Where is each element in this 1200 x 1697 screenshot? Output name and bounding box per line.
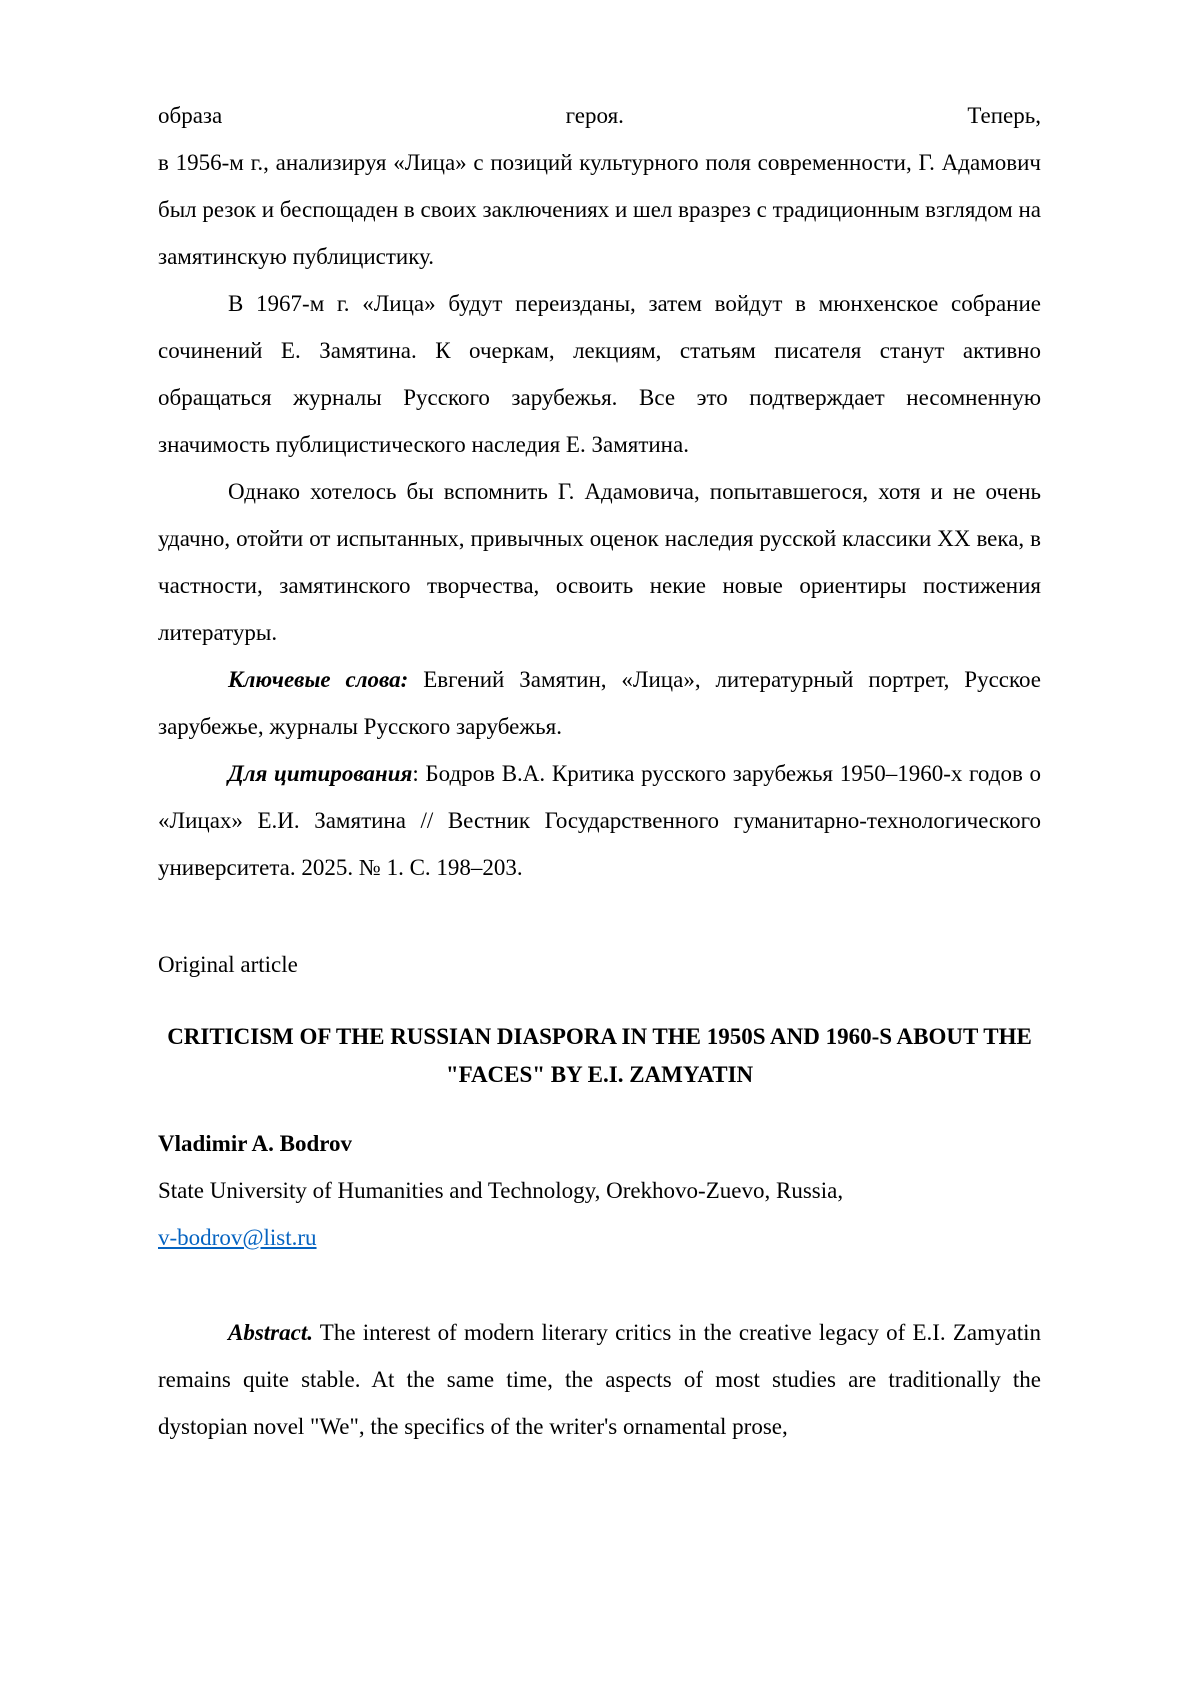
citation-text: : Бодров В.А. Критика русского зарубежья 1950–1960-х годов о «Лицах» Е.И. Замятина // Вестник Государственного гуманитарно-технологического университета. 2025. № 1. С. 198–203.	[158, 761, 1041, 880]
spread-word: Теперь,	[967, 103, 1041, 128]
citation-label: Для цитирования	[228, 761, 413, 786]
email-line	[158, 1214, 1041, 1261]
page-content	[158, 92, 1041, 1450]
affiliation-line: State University of Humanities and Technology, Orekhovo-Zuevo, Russia,	[158, 1178, 844, 1203]
author-name: Vladimir A. Bodrov	[158, 1131, 353, 1156]
article-title: CRITICISM OF THE RUSSIAN DIASPORA IN THE 1950S AND 1960-S ABOUT THE "FACES" BY E.I. ZAMYATIN	[167, 1024, 1032, 1087]
paragraph-text: в 1956-м г., анализируя «Лица» с позиций культурного поля современности, Г. Адамович был резок и беспощаден в своих заключениях и шел вразрез с традиционным взглядом на замятинскую публицистику.	[158, 150, 1041, 269]
spread-word: образа	[158, 103, 223, 128]
email-link[interactable]: v-bodrov@list.ru	[158, 1225, 317, 1250]
keywords-text: Евгений Замятин, «Лица», литературный портрет, Русское зарубежье, журналы Русского зарубежья.	[158, 667, 1042, 739]
article-type-label: Original article	[158, 952, 298, 977]
keywords-paragraph	[158, 656, 1041, 750]
keywords-label: Ключевые слова:	[228, 667, 409, 692]
abstract-text: The interest of modern literary critics in the creative legacy of E.I. Zamyatin remains quite stable. At the same time, the aspects of most studies are traditionally the dystopian novel "We", the specifics of the writer's ornamental prose,	[158, 1320, 1041, 1439]
citation-paragraph	[158, 750, 1041, 891]
paragraph-continuation	[158, 92, 1041, 280]
paragraph: В 1967-м г. «Лица» будут переизданы, затем войдут в мюнхенское собрание сочинений Е. Замятина. К очеркам, лекциям, статьям писателя станут активно обращаться журналы Русского зарубежья. Все это подтверждает несомненную значимость публицистического наследия Е. Замятина.	[158, 291, 1041, 457]
spread-word: героя.	[565, 103, 624, 128]
paragraph: Однако хотелось бы вспомнить Г. Адамовича, попытавшегося, хотя и не очень удачно, отойти от испытанных, привычных оценок наследия русской классики XX века, в частности, замятинского творчества, освоить некие новые ориентиры постижения литературы.	[158, 479, 1041, 645]
abstract-label: Abstract.	[228, 1320, 313, 1345]
abstract-paragraph	[158, 1309, 1041, 1450]
justified-spread-line	[158, 92, 1041, 139]
